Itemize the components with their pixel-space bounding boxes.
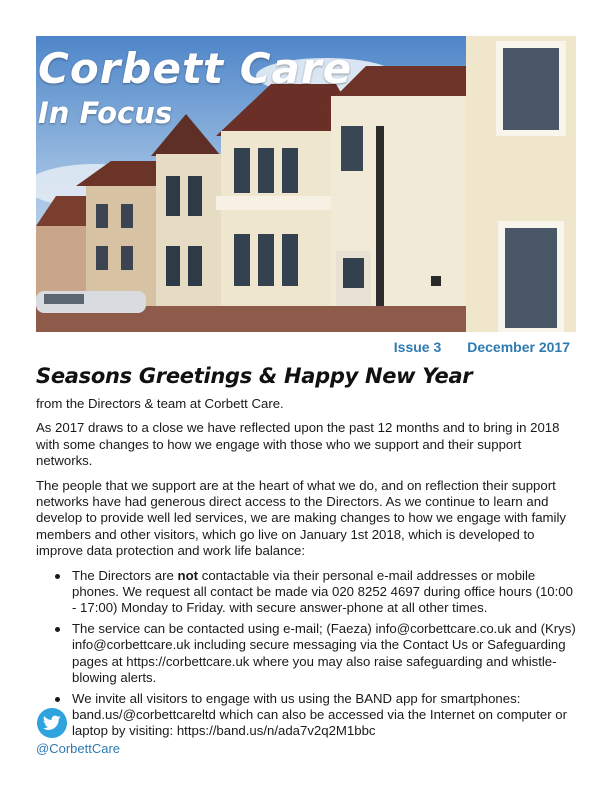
paragraph-reflection: As 2017 draws to a close we have reflected upon the past 12 months and to bring in 2018 with some changes to how we engage with those who we support and their support networks. [36, 420, 560, 469]
twitter-icon[interactable] [37, 708, 67, 738]
article-body [36, 396, 580, 744]
article-headline: Seasons Greetings & Happy New Year [36, 364, 473, 388]
twitter-handle[interactable]: @CorbettCare [36, 741, 121, 756]
issue-number: Issue 3 [393, 339, 442, 355]
emphasis-not: not [177, 567, 199, 583]
list-item: We invite all visitors to engage with us using the BAND app for smartphones: band.us/@corbettcareltd which can also be accessed via the Internet on computer or laptop by visiting: https://band.us/n/ada7v2q2M1bbc [72, 691, 580, 740]
masthead-subtitle: In Focus [38, 96, 173, 130]
masthead-title: Corbett Care [38, 44, 353, 93]
list-item: The Directors are not contactable via their personal e-mail addresses or mobile phones. We request all contact be made via 020 8252 4697 during office hours (10:00 - 17:00) Monday to Friday. with secure answer-phone at all other times. [72, 568, 580, 617]
changes-list [36, 568, 580, 740]
paragraph-support: The people that we support are at the heart of what we do, and on reflection their support networks have had generous direct access to the Directors. As we continue to learn and develop to provide well led services, we are making changes to how we engage with family members and other visitors, which go live on January 1st 2018, which is developed to improve data protection and work life balance: [36, 477, 566, 559]
issue-date: December 2017 [467, 339, 570, 355]
intro-paragraph: from the Directors & team at Corbett Care. [36, 396, 284, 411]
list-item: The service can be contacted using e-mail; (Faeza) info@corbettcare.co.uk and (Krys) info@corbettcare.uk including secure messaging via the Contact Us or Safeguarding pages at https://corbettcare.uk where you may also raise safeguarding and whistle-blowing alerts. [72, 621, 580, 687]
issue-info [394, 338, 570, 356]
